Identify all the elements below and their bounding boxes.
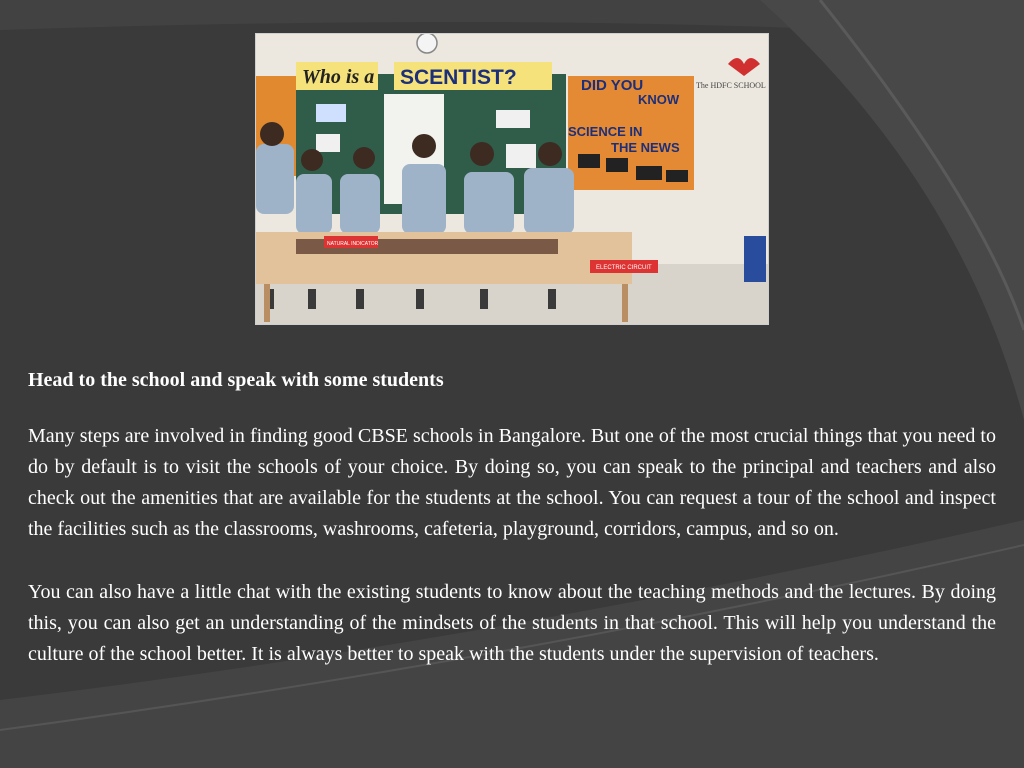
logo-text: The HDFC SCHOOL <box>696 81 766 90</box>
article-heading: Head to the school and speak with some students <box>28 369 444 391</box>
label-left: NATURAL INDICATOR <box>327 241 379 247</box>
article-paragraph-2: You can also have a little chat with the existing students to know about the teaching methods and the lectures. By doing this, you can also get an understanding of the mindsets of the students in that school. This will help you understand the culture of the school better. It is always better to speak with the students under the supervision of teachers. <box>28 581 996 665</box>
board-right-1: DID YOU <box>581 77 644 94</box>
article-paragraph-1: Many steps are involved in finding good CBSE schools in Bangalore. But one of the most crucial things that you need to do by default is to visit the schools of your choice. By doing so, you can speak to the principal and teachers and also check out the amenities that are available for the students at the school. You can request a tour of the school and inspect the facilities such as the classrooms, washrooms, cafeteria, playground, corridors, campus, and so on. <box>28 425 996 540</box>
trash-bin <box>744 236 766 282</box>
classroom-photo <box>255 33 769 325</box>
board-right-2: KNOW <box>638 92 680 107</box>
article <box>28 366 996 702</box>
board-title-2: SCENTIST? <box>400 66 517 89</box>
board-right-4: THE NEWS <box>611 140 680 155</box>
board-right-3: SCIENCE IN <box>568 124 643 139</box>
board-title-1: Who is a <box>302 66 375 88</box>
label-right: ELECTRIC CIRCUIT <box>596 265 652 271</box>
wall-clock <box>417 34 437 53</box>
